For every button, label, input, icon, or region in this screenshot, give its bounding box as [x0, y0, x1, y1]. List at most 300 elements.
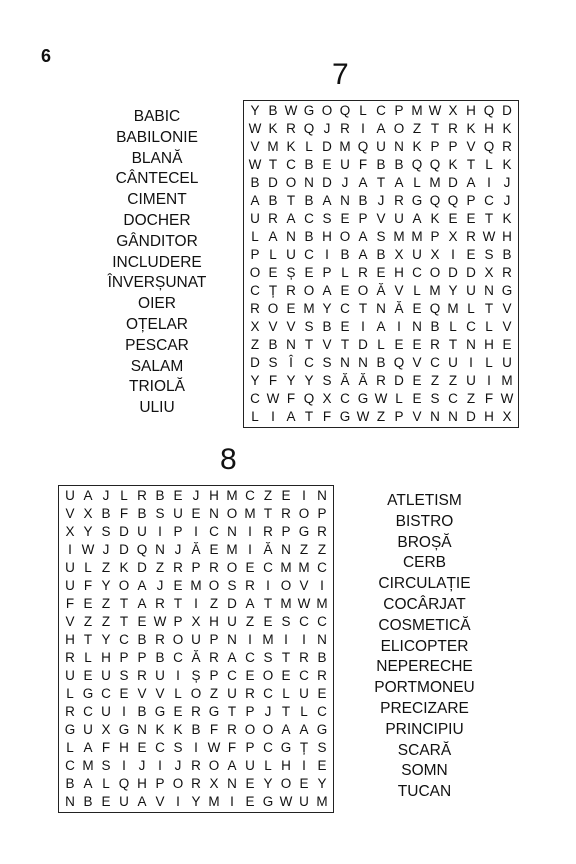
grid-letter: E — [281, 668, 291, 683]
grid-letter: C — [263, 560, 273, 575]
grid-letter: G — [357, 391, 369, 406]
grid-letter: U — [119, 794, 129, 809]
grid-letter: E — [137, 614, 147, 629]
grid-letter: T — [263, 506, 273, 521]
word-list-item: SCARĂ — [397, 741, 452, 759]
grid-letter: Q — [303, 121, 315, 136]
grid-letter: E — [245, 776, 255, 791]
grid-letter: M — [316, 794, 328, 809]
grid-letter: H — [209, 614, 219, 629]
grid-letter: Ă — [191, 650, 201, 665]
grid-letter: M — [501, 373, 513, 388]
grid-letter: R — [281, 506, 291, 521]
grid-letter: L — [120, 488, 128, 503]
grid-letter: Q — [411, 157, 423, 172]
grid-letter: U — [101, 704, 111, 719]
grid-letter: L — [269, 247, 277, 262]
grid-letter: I — [194, 524, 198, 539]
grid-letter: V — [376, 211, 386, 226]
grid-letter: E — [137, 740, 147, 755]
grid-letter: D — [322, 175, 332, 190]
grid-letter: W — [500, 391, 514, 406]
grid-letter: G — [118, 722, 130, 737]
grid-letter: B — [322, 319, 332, 334]
grid-letter: H — [101, 650, 111, 665]
grid-letter: B — [155, 488, 165, 503]
grid-letter: Q — [483, 139, 495, 154]
grid-letter: F — [101, 740, 111, 755]
grid-letter: C — [412, 265, 422, 280]
grid-letter: B — [376, 247, 386, 262]
grid-letter: L — [395, 391, 403, 406]
grid-letter: U — [173, 506, 183, 521]
grid-letter: L — [413, 175, 421, 190]
grid-letter: O — [429, 265, 441, 280]
grid-letter: Q — [339, 103, 351, 118]
grid-letter: Ă — [263, 542, 273, 557]
grid-letter: R — [317, 524, 327, 539]
grid-letter: I — [122, 704, 126, 719]
grid-letter: D — [137, 560, 147, 575]
grid-letter: H — [322, 229, 332, 244]
grid-letter: A — [376, 121, 386, 136]
grid-letter: E — [466, 211, 476, 226]
grid-letter: J — [503, 193, 511, 208]
grid-letter: Z — [448, 373, 458, 388]
grid-letter: B — [358, 193, 368, 208]
grid-letter: B — [137, 632, 147, 647]
grid-letter: P — [466, 193, 476, 208]
grid-letter: Ă — [358, 373, 368, 388]
grid-letter: B — [137, 704, 147, 719]
grid-letter: T — [119, 596, 129, 611]
grid-letter: O — [190, 686, 202, 701]
grid-letter: V — [250, 139, 260, 154]
grid-letter: E — [322, 157, 332, 172]
grid-letter: C — [317, 614, 327, 629]
grid-letter: C — [317, 560, 327, 575]
grid-letter: K — [119, 560, 129, 575]
grid-letter: X — [394, 247, 404, 262]
grid-letter: D — [268, 175, 278, 190]
grid-letter: O — [280, 578, 292, 593]
grid-letter: S — [263, 650, 273, 665]
grid-letter: R — [227, 722, 237, 737]
puzzle-7-title: 7 — [332, 58, 349, 91]
grid-letter: Y — [101, 578, 111, 593]
grid-letter: B — [191, 722, 201, 737]
grid-letter: U — [299, 794, 309, 809]
grid-letter: C — [263, 740, 273, 755]
grid-letter: Z — [101, 614, 111, 629]
grid-letter: F — [119, 506, 129, 521]
grid-letter: Y — [191, 794, 201, 809]
grid-letter: T — [304, 337, 314, 352]
grid-letter: X — [209, 776, 219, 791]
grid-letter: E — [119, 686, 129, 701]
grid-letter: A — [358, 229, 368, 244]
grid-letter: B — [304, 157, 314, 172]
grid-letter: W — [374, 391, 388, 406]
grid-letter: G — [208, 704, 220, 719]
word-list-item: COCÂRJAT — [383, 595, 466, 613]
grid-letter: T — [286, 193, 296, 208]
grid-letter: R — [173, 560, 183, 575]
grid-letter: X — [448, 229, 458, 244]
grid-letter: M — [429, 175, 441, 190]
grid-letter: R — [502, 139, 512, 154]
grid-letter: Z — [155, 560, 165, 575]
grid-letter: B — [317, 650, 327, 665]
grid-letter: E — [412, 373, 422, 388]
grid-letter: Y — [322, 301, 332, 316]
grid-letter: K — [502, 121, 512, 136]
grid-letter: R — [286, 121, 296, 136]
grid-letter: I — [469, 355, 473, 370]
grid-letter: O — [208, 758, 220, 773]
grid-letter: L — [84, 560, 92, 575]
grid-letter: R — [191, 758, 201, 773]
grid-letter: E — [394, 337, 404, 352]
grid-letter: M — [280, 596, 292, 611]
grid-letter: B — [502, 247, 512, 262]
grid-letter: H — [65, 632, 75, 647]
grid-letter: P — [430, 139, 440, 154]
grid-letter: C — [250, 283, 260, 298]
grid-letter: J — [138, 758, 146, 773]
puzzle-7-word-list — [92, 107, 222, 419]
grid-letter: M — [411, 103, 423, 118]
grid-letter: N — [286, 337, 296, 352]
grid-letter: R — [430, 337, 440, 352]
grid-letter: I — [302, 488, 306, 503]
word-list-item: COSMETICĂ — [378, 616, 471, 634]
grid-letter: Y — [101, 632, 111, 647]
grid-letter: H — [119, 740, 129, 755]
grid-letter: Z — [263, 488, 273, 503]
grid-letter: Q — [118, 776, 130, 791]
grid-letter: G — [298, 524, 310, 539]
grid-letter: W — [284, 103, 298, 118]
grid-letter: P — [317, 506, 327, 521]
grid-letter: E — [448, 211, 458, 226]
grid-letter: J — [264, 704, 272, 719]
grid-letter: G — [501, 283, 513, 298]
grid-letter: P — [191, 560, 201, 575]
grid-letter: A — [322, 283, 332, 298]
grid-letter: A — [299, 722, 309, 737]
grid-letter: M — [82, 758, 94, 773]
word-list-item: BLANĂ — [131, 149, 183, 167]
grid-letter: Y — [250, 103, 260, 118]
grid-letter: V — [268, 319, 278, 334]
grid-letter: S — [101, 758, 111, 773]
grid-letter: E — [286, 301, 296, 316]
grid-letter: L — [377, 337, 385, 352]
grid-letter: A — [358, 247, 368, 262]
grid-letter: J — [341, 175, 349, 190]
grid-letter: Q — [429, 157, 441, 172]
grid-letter: V — [412, 409, 422, 424]
grid-letter: O — [280, 776, 292, 791]
grid-letter: N — [448, 409, 458, 424]
grid-letter: B — [376, 355, 386, 370]
grid-letter: Ă — [376, 283, 386, 298]
grid-letter: B — [137, 506, 147, 521]
grid-letter: H — [484, 409, 494, 424]
grid-letter: T — [281, 650, 291, 665]
grid-letter: Y — [317, 776, 327, 791]
grid-letter: E — [376, 265, 386, 280]
grid-letter: A — [83, 488, 93, 503]
grid-letter: D — [466, 265, 476, 280]
grid-letter: N — [286, 229, 296, 244]
grid-letter: U — [448, 355, 458, 370]
grid-letter: R — [65, 704, 75, 719]
grid-letter: N — [484, 283, 494, 298]
grid-letter: A — [394, 175, 404, 190]
word-list-item: CÂNTECEL — [115, 170, 199, 188]
grid-letter: U — [376, 139, 386, 154]
grid-letter: K — [173, 722, 183, 737]
grid-letter: U — [155, 668, 165, 683]
grid-letter: Q — [357, 139, 369, 154]
grid-letter: K — [155, 722, 165, 737]
grid-letter: T — [484, 211, 494, 226]
grid-letter: Y — [83, 524, 93, 539]
grid-letter: Q — [303, 391, 315, 406]
grid-letter: V — [155, 686, 165, 701]
grid-letter: O — [298, 506, 310, 521]
grid-letter: S — [484, 247, 494, 262]
grid-letter: I — [194, 740, 198, 755]
grid-letter: A — [250, 193, 260, 208]
grid-letter: U — [340, 157, 350, 172]
grid-letter: T — [263, 596, 273, 611]
grid-letter: L — [174, 686, 182, 701]
grid-letter: E — [281, 488, 291, 503]
grid-letter: L — [251, 229, 259, 244]
word-list-item: BABILONIE — [116, 128, 198, 146]
grid-letter: N — [209, 506, 219, 521]
grid-letter: V — [394, 283, 404, 298]
grid-letter: I — [320, 578, 324, 593]
grid-letter: J — [174, 542, 182, 557]
grid-letter: C — [304, 247, 314, 262]
grid-letter: D — [250, 355, 260, 370]
grid-letter: Q — [136, 542, 148, 557]
grid-letter: A — [83, 740, 93, 755]
grid-letter: I — [158, 524, 162, 539]
grid-letter: E — [245, 668, 255, 683]
grid-letter: T — [358, 301, 368, 316]
grid-letter: O — [285, 175, 297, 190]
grid-letter: W — [482, 229, 496, 244]
grid-letter: J — [323, 121, 331, 136]
grid-letter: R — [502, 265, 512, 280]
grid-letter: J — [377, 193, 385, 208]
grid-letter: O — [249, 265, 261, 280]
grid-letter: A — [227, 650, 237, 665]
grid-letter: I — [361, 319, 365, 334]
grid-letter: U — [65, 578, 75, 593]
grid-letter: B — [340, 247, 350, 262]
grid-letter: S — [155, 506, 165, 521]
grid-letter: U — [299, 686, 309, 701]
grid-letter: P — [137, 650, 147, 665]
grid-letter: M — [244, 506, 256, 521]
grid-letter: I — [122, 758, 126, 773]
grid-letter: I — [68, 542, 72, 557]
grid-letter: V — [65, 614, 75, 629]
grid-letter: C — [250, 391, 260, 406]
grid-letter: V — [65, 506, 75, 521]
grid-letter: A — [137, 596, 147, 611]
grid-letter: D — [119, 524, 129, 539]
grid-letter: R — [209, 650, 219, 665]
grid-letter: I — [158, 758, 162, 773]
grid-letter: V — [502, 301, 512, 316]
grid-letter: F — [268, 373, 278, 388]
grid-letter: X — [322, 391, 332, 406]
grid-letter: E — [101, 794, 111, 809]
grid-letter: K — [502, 157, 512, 172]
grid-letter: C — [155, 740, 165, 755]
grid-letter: L — [449, 319, 457, 334]
grid-letter: L — [359, 103, 367, 118]
grid-letter: K — [430, 211, 440, 226]
grid-letter: A — [286, 409, 296, 424]
grid-letter: T — [83, 632, 93, 647]
grid-letter: S — [376, 229, 386, 244]
word-list-item: GÂNDITOR — [116, 232, 198, 250]
grid-letter: M — [429, 283, 441, 298]
grid-letter: L — [264, 758, 272, 773]
grid-letter: R — [263, 524, 273, 539]
grid-letter: Z — [83, 614, 93, 629]
grid-letter: I — [271, 409, 275, 424]
grid-letter: W — [356, 409, 370, 424]
grid-letter: F — [358, 157, 368, 172]
grid-letter: B — [268, 337, 278, 352]
grid-letter: F — [322, 409, 332, 424]
grid-letter: Î — [289, 355, 293, 370]
grid-letter: S — [227, 578, 237, 593]
grid-letter: N — [376, 301, 386, 316]
grid-letter: E — [317, 686, 327, 701]
grid-letter: W — [279, 794, 293, 809]
grid-letter: C — [286, 157, 296, 172]
grid-letter: D — [394, 373, 404, 388]
grid-letter: W — [248, 121, 262, 136]
grid-letter: M — [267, 139, 279, 154]
grid-letter: U — [101, 668, 111, 683]
grid-letter: C — [299, 668, 309, 683]
grid-letter: G — [154, 704, 166, 719]
grid-letter: L — [413, 283, 421, 298]
word-list-item: BISTRO — [395, 512, 454, 530]
grid-letter: O — [357, 283, 369, 298]
grid-letter: X — [65, 524, 75, 539]
grid-letter: I — [248, 632, 252, 647]
grid-letter: H — [484, 121, 494, 136]
grid-letter: A — [286, 211, 296, 226]
grid-letter: R — [137, 668, 147, 683]
grid-letter: S — [281, 614, 291, 629]
grid-letter: K — [286, 139, 296, 154]
grid-letter: U — [250, 211, 260, 226]
grid-letter: N — [227, 632, 237, 647]
grid-letter: C — [466, 319, 476, 334]
grid-letter: Q — [429, 301, 441, 316]
grid-letter: A — [322, 193, 332, 208]
grid-letter: A — [358, 175, 368, 190]
grid-letter: E — [263, 614, 273, 629]
grid-letter: E — [83, 668, 93, 683]
grid-letter: C — [227, 668, 237, 683]
grid-letter: O — [339, 229, 351, 244]
grid-letter: C — [304, 211, 314, 226]
grid-letter: O — [262, 668, 274, 683]
grid-letter: L — [251, 409, 259, 424]
grid-letter: X — [448, 103, 458, 118]
grid-letter: C — [65, 758, 75, 773]
grid-letter: L — [66, 740, 74, 755]
grid-letter: W — [297, 596, 311, 611]
grid-letter: L — [282, 686, 290, 701]
grid-letter: K — [268, 121, 278, 136]
grid-letter: T — [466, 157, 476, 172]
grid-letter: G — [262, 794, 274, 809]
grid-letter: L — [66, 686, 74, 701]
grid-letter: X — [250, 319, 260, 334]
grid-letter: D — [448, 265, 458, 280]
grid-letter: I — [284, 632, 288, 647]
grid-letter: C — [299, 614, 309, 629]
grid-letter: U — [65, 668, 75, 683]
grid-letter: B — [430, 319, 440, 334]
grid-letter: E — [173, 488, 183, 503]
word-list-item: PRINCIPIU — [385, 720, 464, 738]
grid-letter: Y — [448, 283, 458, 298]
grid-letter: O — [226, 560, 238, 575]
grid-letter: E — [317, 758, 327, 773]
grid-letter: F — [83, 578, 93, 593]
grid-letter: Z — [317, 542, 327, 557]
grid-letter: G — [280, 740, 292, 755]
puzzle-8-letter-grid — [58, 485, 334, 813]
grid-letter: O — [172, 632, 184, 647]
grid-letter: Q — [447, 193, 459, 208]
grid-letter: I — [176, 668, 180, 683]
grid-letter: D — [466, 409, 476, 424]
grid-letter: X — [83, 506, 93, 521]
grid-letter: I — [451, 247, 455, 262]
grid-letter: U — [286, 247, 296, 262]
grid-letter: M — [411, 229, 423, 244]
grid-letter: U — [65, 488, 75, 503]
grid-letter: O — [262, 722, 274, 737]
grid-letter: R — [209, 560, 219, 575]
puzzle-7-letter-grid — [243, 100, 519, 428]
grid-letter: T — [268, 157, 278, 172]
grid-letter: R — [137, 488, 147, 503]
grid-letter: E — [209, 542, 219, 557]
grid-letter: C — [101, 686, 111, 701]
grid-letter: N — [227, 776, 237, 791]
grid-letter: X — [502, 409, 512, 424]
grid-letter: N — [412, 319, 422, 334]
